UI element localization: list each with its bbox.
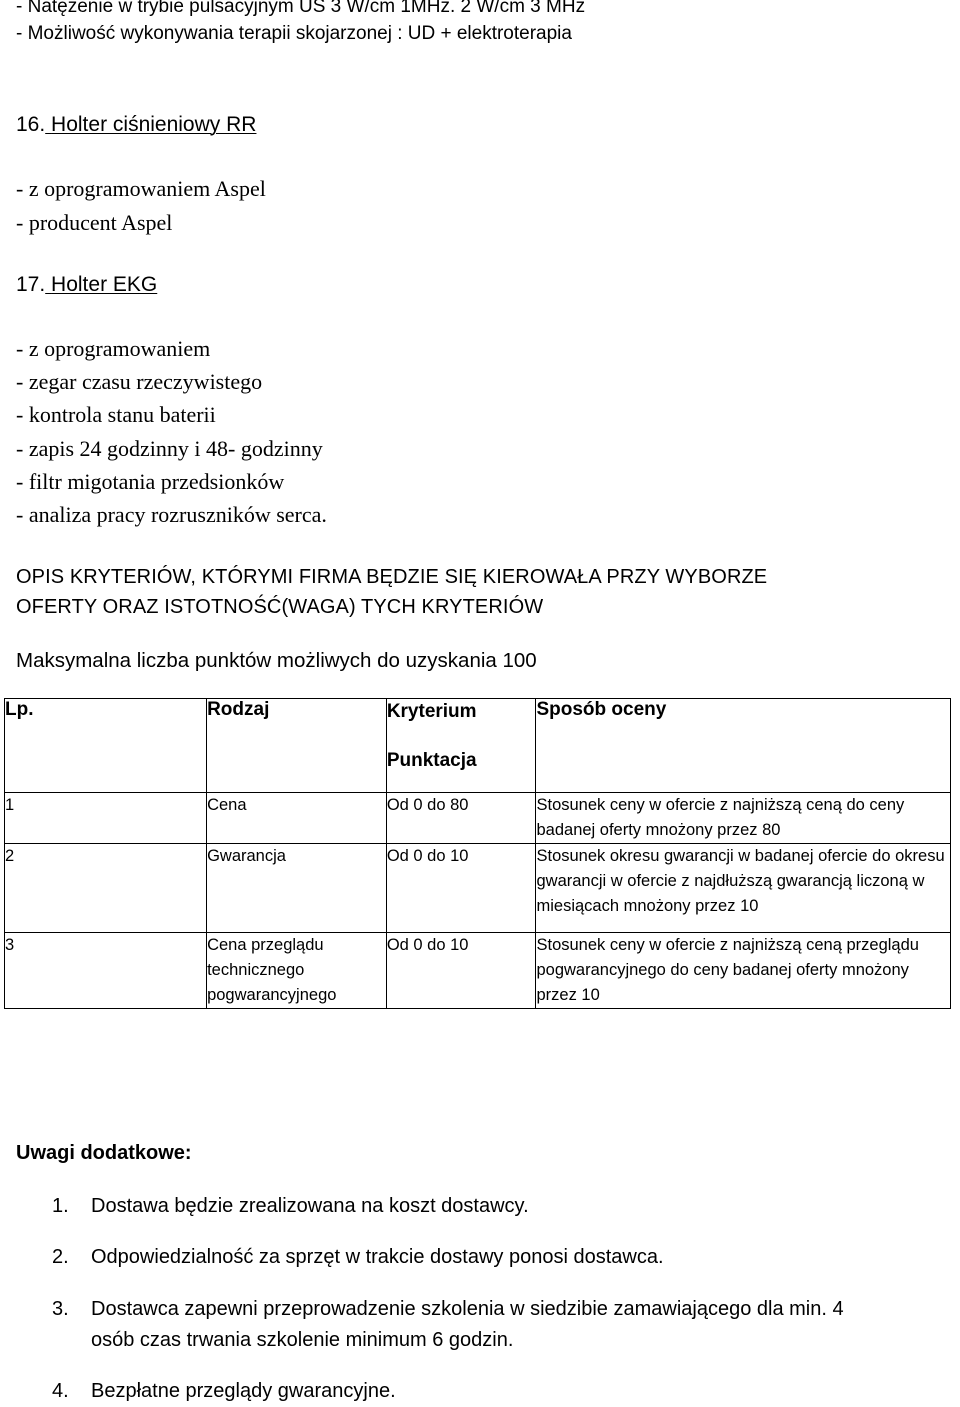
spec-line: - Możliwość wykonywania terapii skojarzonej : UD + elektroterapia bbox=[16, 23, 572, 44]
section-number: 17. bbox=[16, 273, 46, 296]
section-title: Holter EKG bbox=[51, 273, 158, 296]
criteria-heading-line1: OPIS KRYTERIÓW, KTÓRYMI FIRMA BĘDZIE SIĘ KIEROWAŁA PRZY WYBORZE bbox=[16, 566, 768, 588]
section-16-heading bbox=[16, 113, 256, 137]
section-17-heading bbox=[16, 273, 157, 297]
spec-line: - zegar czasu rzeczywistego bbox=[16, 369, 263, 394]
spec-line: - z oprogramowaniem Aspel bbox=[16, 176, 266, 201]
section-number: 16. bbox=[16, 113, 46, 136]
spec-line: - filtr migotania przedsionków bbox=[16, 469, 285, 494]
list-number: 1. bbox=[52, 1195, 69, 1217]
spec-line: - Natężenie w trybie pulsacyjnym US 3 W/cm 1MHz. 2 W/cm 3 MHz bbox=[16, 0, 586, 17]
header-punktacja: Punktacja bbox=[386, 750, 477, 771]
max-points-text: Maksymalna liczba punktów możliwych do uzyskania 100 bbox=[16, 649, 537, 672]
list-number: 2. bbox=[52, 1246, 69, 1268]
cell-sposob: Stosunek ceny w ofercie z najniższą ceną przeglądu pogwarancyjnego do ceny badanej oferty mnożony przez 10 bbox=[536, 933, 951, 1009]
spec-line: - z oprogramowaniem bbox=[16, 336, 211, 361]
header-kryterium-punktacja bbox=[386, 699, 536, 793]
header-kryterium: Kryterium bbox=[386, 701, 477, 722]
cell-rodzaj: Cena przeglądu technicznego pogwarancyjnego bbox=[207, 933, 387, 1009]
section-title: Holter ciśnieniowy RR bbox=[51, 113, 257, 136]
list-number: 3. bbox=[52, 1298, 69, 1320]
cell-punktacja: Od 0 do 80 bbox=[386, 793, 536, 844]
header-rodzaj: Rodzaj bbox=[207, 699, 387, 793]
spec-line: - analiza pracy rozruszników serca. bbox=[16, 502, 327, 527]
cell-punktacja: Od 0 do 10 bbox=[386, 933, 536, 1009]
table-row bbox=[5, 844, 951, 933]
header-lp: Lp. bbox=[5, 699, 207, 793]
cell-rodzaj: Gwarancja bbox=[207, 844, 387, 933]
cell-lp: 3 bbox=[5, 933, 207, 1009]
spec-line: - zapis 24 godzinny i 48- godzinny bbox=[16, 436, 323, 461]
list-text: osób czas trwania szkolenie minimum 6 godzin. bbox=[91, 1329, 514, 1351]
cell-rodzaj: Cena bbox=[207, 793, 387, 844]
cell-sposob: Stosunek ceny w ofercie z najniższą ceną do ceny badanej oferty mnożony przez 80 bbox=[536, 793, 951, 844]
criteria-heading-line2: OFERTY ORAZ ISTOTNOŚĆ(WAGA) TYCH KRYTERIÓW bbox=[16, 596, 544, 618]
table-row bbox=[5, 933, 951, 1009]
criteria-table bbox=[4, 698, 951, 1009]
list-text: Bezpłatne przeglądy gwarancyjne. bbox=[91, 1380, 396, 1402]
list-text: Odpowiedzialność za sprzęt w trakcie dostawy ponosi dostawca. bbox=[91, 1246, 664, 1268]
cell-punktacja: Od 0 do 10 bbox=[386, 844, 536, 933]
header-sposob: Sposób oceny bbox=[536, 699, 951, 793]
list-text: Dostawa będzie zrealizowana na koszt dostawcy. bbox=[91, 1195, 529, 1217]
table-row bbox=[5, 793, 951, 844]
cell-sposob: Stosunek okresu gwarancji w badanej ofercie do okresu gwarancji w ofercie z najdłuższą gwarancją liczoną w miesiącach mnożony przez 10 bbox=[536, 844, 951, 933]
list-number: 4. bbox=[52, 1380, 69, 1402]
cell-lp: 2 bbox=[5, 844, 207, 933]
notes-title: Uwagi dodatkowe: bbox=[16, 1142, 192, 1164]
spec-line: - producent Aspel bbox=[16, 210, 173, 235]
table-header-row bbox=[5, 699, 951, 793]
spec-line: - kontrola stanu baterii bbox=[16, 402, 216, 427]
cell-lp: 1 bbox=[5, 793, 207, 844]
list-text: Dostawca zapewni przeprowadzenie szkolenia w siedzibie zamawiającego dla min. 4 bbox=[91, 1298, 844, 1320]
